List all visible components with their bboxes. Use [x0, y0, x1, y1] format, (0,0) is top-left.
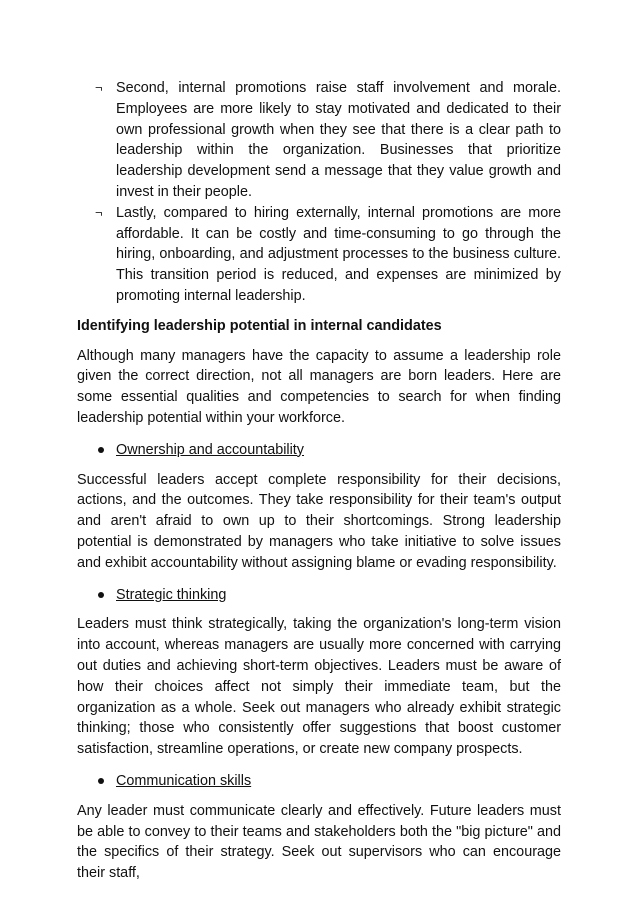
quality-bullet [77, 440, 561, 461]
arrow-bullet-icon: ¬ [95, 80, 103, 95]
list-item-text: Second, internal promotions raise staff involvement and morale. Employees are more likely to stay motivated and dedicated to their own professional growth when they see that there is a clear path to leadership within the organization. Businesses that prioritize leadership development send a message that they value growth and invest in their people. [116, 80, 561, 200]
quality-bullet [77, 771, 561, 792]
quality-paragraph: Any leader must communicate clearly and effectively. Future leaders must be able to convey to their teams and stakeholders both the "big picture" and the specifics of their strategy. Seek out supervisors who can encourage their staff, [77, 802, 561, 882]
quality-title: Ownership and accountability [116, 441, 304, 458]
quality-paragraph: Leaders must think strategically, taking the organization's long-term vision into account, whereas managers are usually more concerned with carrying out duties and achieving short-term objectives. Leaders must be aware of how their choices affect not simply their immediate team, but the organization as a whole. Seek out managers who already exhibit strategic thinking; those who consistently offer suggestions that boost customer satisfaction, streamline operations, or create new company prospects. [77, 616, 561, 758]
quality-title: Communication skills [116, 772, 252, 789]
quality-title: Strategic thinking [116, 586, 227, 603]
intro-paragraph: Although many managers have the capacity to assume a leadership role given the correct direction, not all managers are born leaders. Here are some essential qualities and competencies to search for when finding leadership potential within your workforce. [77, 347, 561, 426]
list-item [77, 78, 561, 203]
list-item [77, 203, 561, 307]
quality-paragraph: Successful leaders accept complete responsibility for their decisions, actions, and the outcomes. They take responsibility for their team's output and aren't afraid to own up to their shortcomings. Strong leadership potential is demonstrated by managers who take initiative to solve issues and exhibit accountability without assigning blame or evading responsibility. [77, 471, 561, 571]
list-item-text: Lastly, compared to hiring externally, internal promotions are more affordable. It can be costly and time-consuming to go through the hiring, onboarding, and adjustment processes to the business culture. This transition period is reduced, and expenses are minimized by promoting internal leadership. [116, 204, 561, 304]
document-page [77, 78, 561, 884]
arrow-bullet-icon: ¬ [95, 204, 103, 220]
bullet-dot-icon [98, 447, 104, 453]
quality-bullet [77, 585, 561, 606]
bullet-dot-icon [98, 592, 104, 598]
bullet-dot-icon [98, 778, 104, 784]
section-heading: Identifying leadership potential in internal candidates [77, 317, 442, 334]
